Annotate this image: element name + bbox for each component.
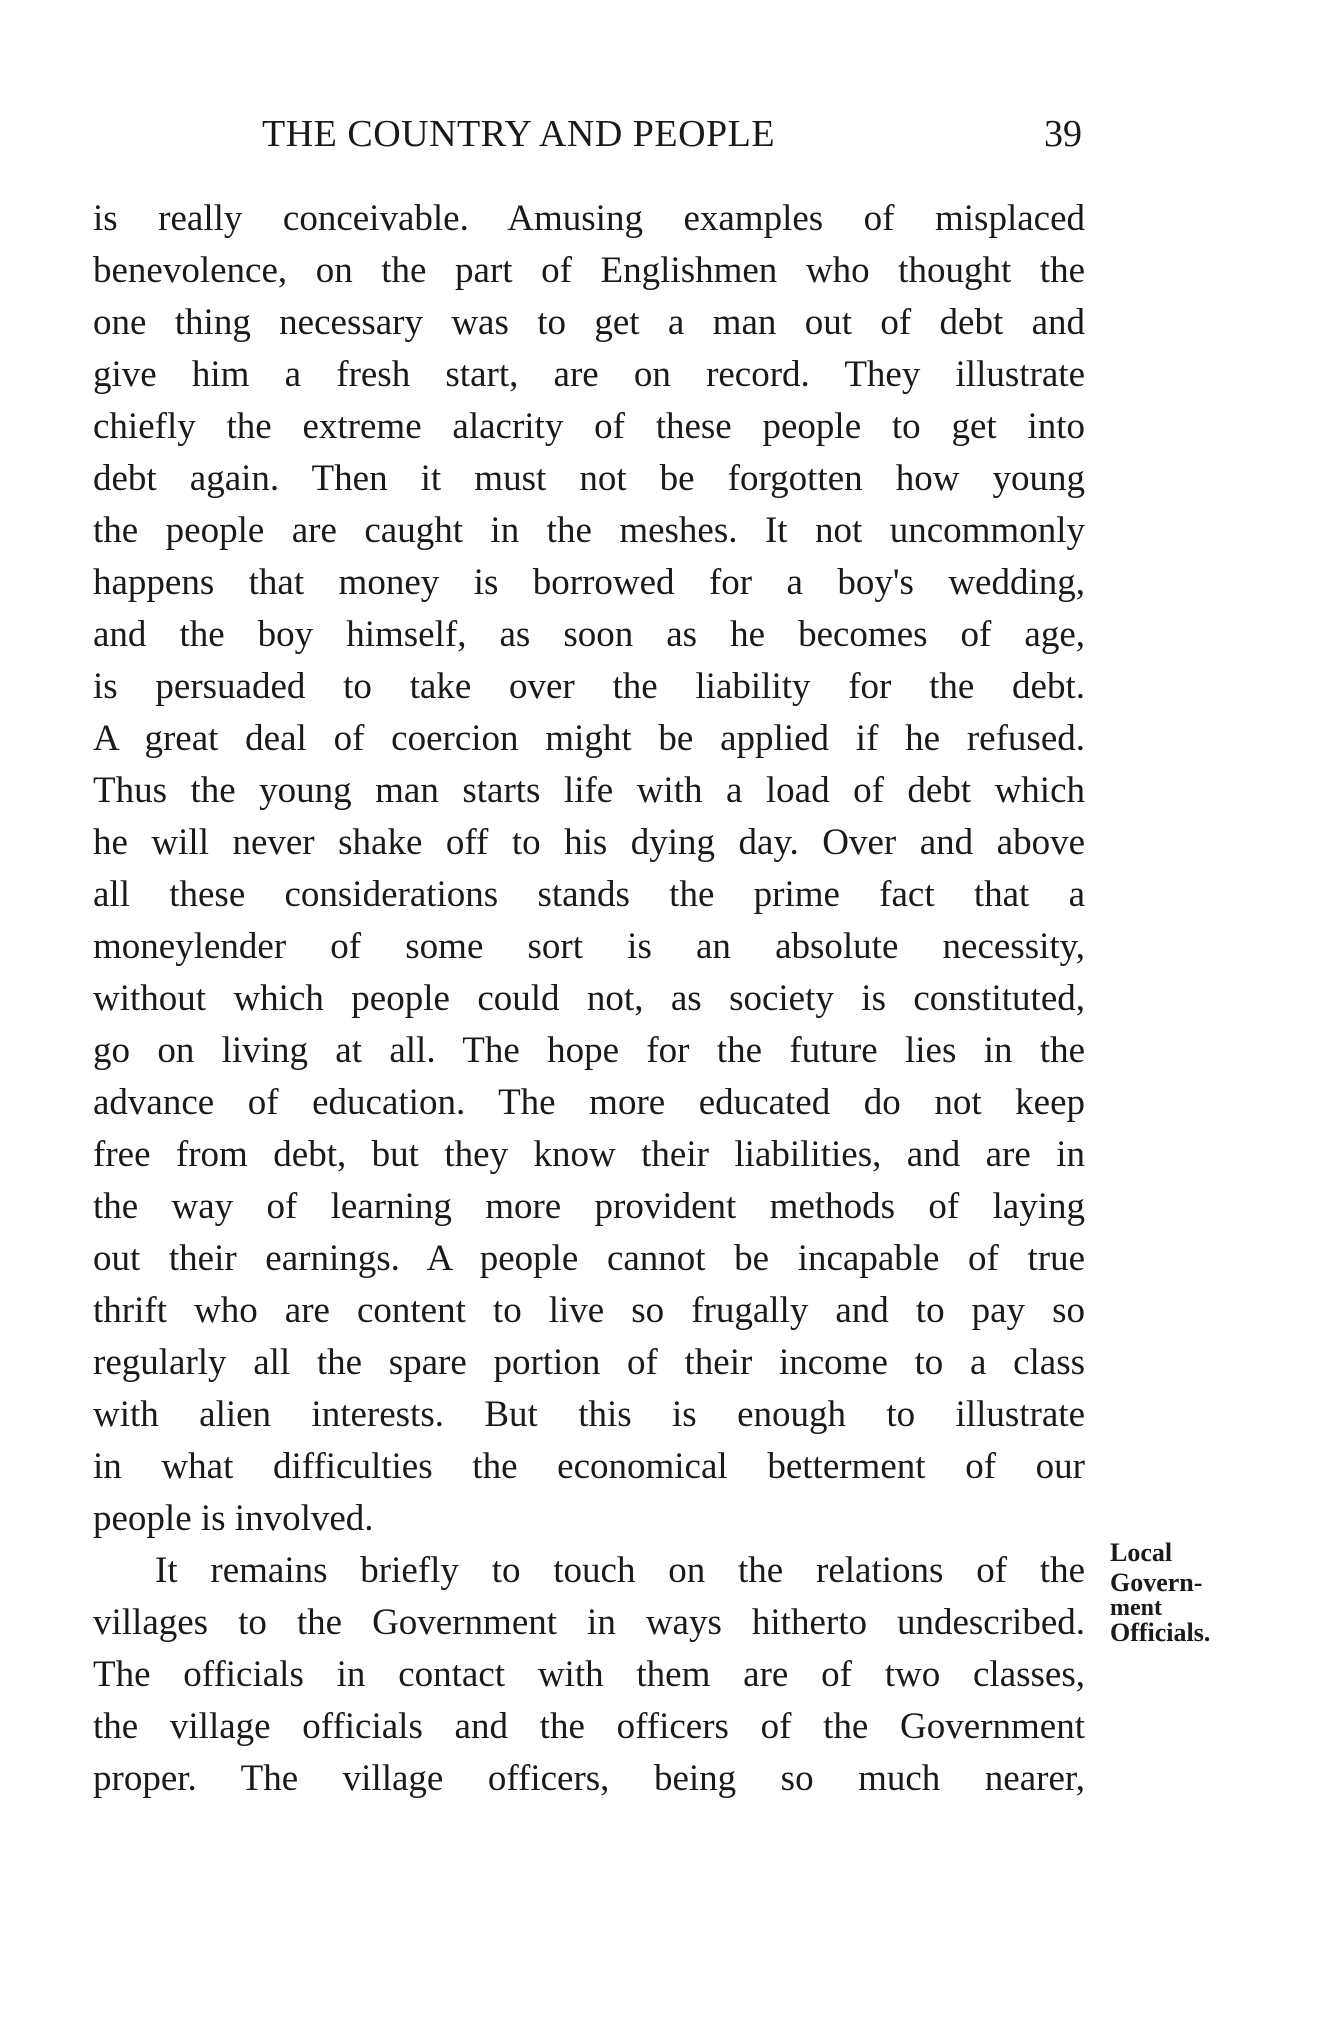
text-line: debt again. Then it must not be forgotten how young bbox=[93, 458, 1085, 499]
margin-note bbox=[1110, 1538, 1310, 1648]
text-line: moneylender of some sort is an absolute necessity, bbox=[93, 926, 1085, 967]
text-line: all these considerations stands the prime fact that a bbox=[93, 874, 1085, 915]
text-line: give him a fresh start, are on record. They illustrate bbox=[93, 354, 1085, 395]
body-text bbox=[93, 193, 1085, 1805]
text-line: with alien interests. But this is enough to illustrate bbox=[93, 1394, 1085, 1435]
text-line: free from debt, but they know their liabilities, and are in bbox=[93, 1134, 1085, 1175]
text-line: The officials in contact with them are of two classes, bbox=[93, 1654, 1085, 1695]
text-line: and the boy himself, as soon as he becomes of age, bbox=[93, 614, 1085, 655]
text-line: villages to the Government in ways hitherto undescribed. bbox=[93, 1602, 1085, 1643]
text-line: benevolence, on the part of Englishmen who thought the bbox=[93, 250, 1085, 291]
page-header bbox=[262, 112, 1082, 162]
text-line: thrift who are content to live so frugally and to pay so bbox=[93, 1290, 1085, 1331]
text-line: the village officials and the officers of the Government bbox=[93, 1706, 1085, 1747]
text-line: the people are caught in the meshes. It not uncommonly bbox=[93, 510, 1085, 551]
text-line: without which people could not, as society is constituted, bbox=[93, 978, 1085, 1019]
text-line: happens that money is borrowed for a boy's wedding, bbox=[93, 562, 1085, 603]
text-line: chiefly the extreme alacrity of these people to get into bbox=[93, 406, 1085, 447]
text-line: advance of education. The more educated do not keep bbox=[93, 1082, 1085, 1123]
text-line: proper. The village officers, being so much nearer, bbox=[93, 1758, 1085, 1799]
text-line: is really conceivable. Amusing examples of misplaced bbox=[93, 198, 1085, 239]
paragraph-start-line: It remains briefly to touch on the relations of the bbox=[155, 1550, 1085, 1591]
running-title: THE COUNTRY AND PEOPLE bbox=[262, 113, 776, 155]
text-line: the way of learning more provident methods of laying bbox=[93, 1186, 1085, 1227]
margin-note-line: ment bbox=[1110, 1595, 1162, 1621]
paragraph-end-line: people is involved. bbox=[93, 1498, 374, 1539]
text-line: he will never shake off to his dying day. Over and above bbox=[93, 822, 1085, 863]
text-line: one thing necessary was to get a man out of debt and bbox=[93, 302, 1085, 343]
text-line: go on living at all. The hope for the future lies in the bbox=[93, 1030, 1085, 1071]
margin-note-line: Local bbox=[1110, 1538, 1173, 1567]
margin-note-line: Officials. bbox=[1110, 1618, 1211, 1647]
text-line: Thus the young man starts life with a load of debt which bbox=[93, 770, 1085, 811]
margin-note-line: Govern- bbox=[1110, 1568, 1203, 1597]
text-line: A great deal of coercion might be applied if he refused. bbox=[93, 718, 1085, 759]
text-line: regularly all the spare portion of their income to a class bbox=[93, 1342, 1085, 1383]
text-line: in what difficulties the economical betterment of our bbox=[93, 1446, 1085, 1487]
text-line: is persuaded to take over the liability for the debt. bbox=[93, 666, 1085, 707]
page-number: 39 bbox=[1044, 113, 1082, 155]
text-line: out their earnings. A people cannot be incapable of true bbox=[93, 1238, 1085, 1279]
